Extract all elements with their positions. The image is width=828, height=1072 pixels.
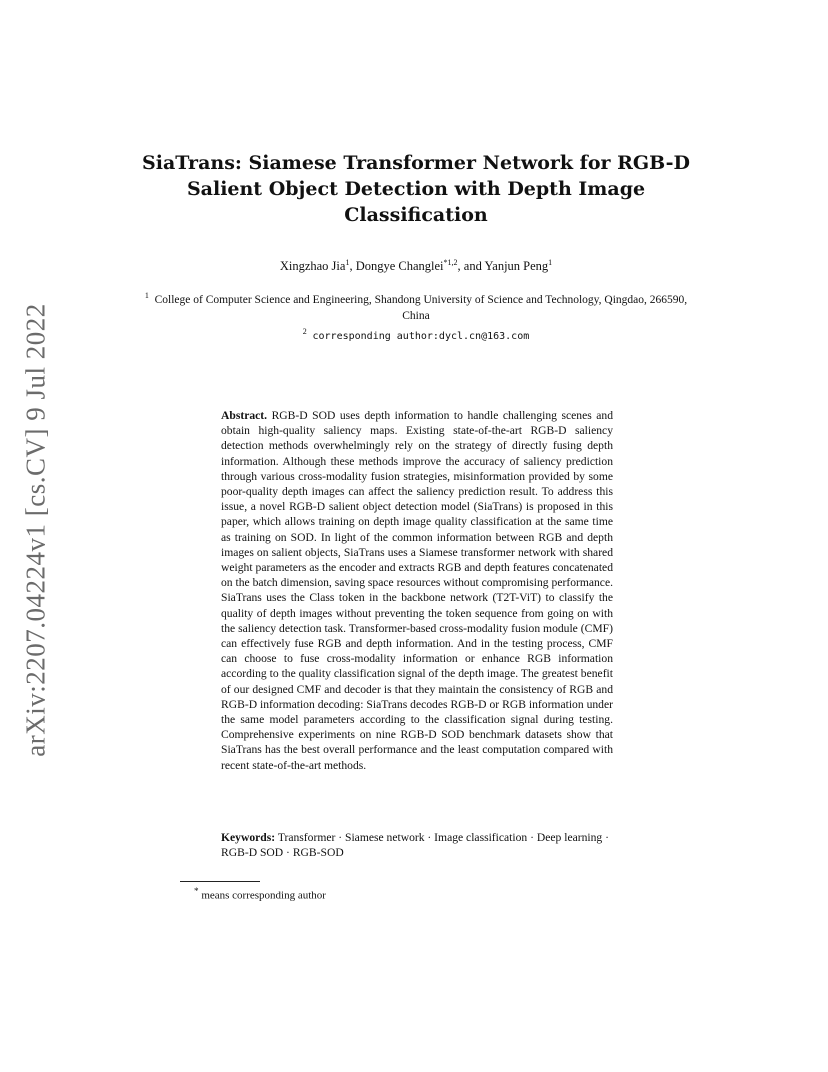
abstract-text: RGB-D SOD uses depth information to handle challenging scenes and obtain high-quality saliency maps. Existing state-of-the-art RGB-D saliency detection methods overwhelmingly rely on the strategy of directly fusing depth information. Although these methods improve the accuracy of saliency prediction through various cross-modality fusion strategies, misinformation provided by some poor-quality depth images can affect the saliency prediction result. To address this issue, a novel RGB-D salient object detection model (SiaTrans) is proposed in this paper, which allows training on depth image quality classification at the same time as training on SOD. In light of the common information between RGB and depth images on salient objects, SiaTrans uses a Siamese transformer network with shared weight parameters as the encoder and extracts RGB and depth features concatenated on the batch dimension, saving space resources without compromising performance. SiaTrans uses the Class token in the backbone network (T2T-ViT) to classify the quality of depth images without preventing the token sequence from going on with the saliency detection task. Transformer-based cross-modality fusion module (CMF) can effectively fuse RGB and depth information. And in the testing process, CMF can choose to fuse cross-modality information or enhance RGB information according to the quality classification signal of the depth image. The greatest benefit of our designed CMF and decoder is that they maintain the consistency of RGB and RGB-D information decoding: SiaTrans decodes RGB-D or RGB information under the same model parameters according to the classification signal during testing. Comprehensive experiments on nine RGB-D SOD benchmark datasets show that SiaTrans has the best overall performance and the least computation compared with recent state-of-the-art methods. [221,409,613,772]
author-name: Dongye Changlei [355,259,444,274]
paper-title: SiaTrans: Siamese Transformer Network for RGB-D Salient Object Detection with Depth Image Classification [142,152,690,226]
footnote [194,886,326,902]
author-list [140,258,692,274]
arxiv-identifier: arXiv:2207.04224v1 [cs.CV] 9 Jul 2022 [20,303,51,757]
keywords-label: Keywords: [221,831,276,844]
affiliations [140,288,692,345]
footnote-rule [180,881,260,882]
footnote-marker: * [194,886,199,896]
author-separator: , and [457,259,485,274]
affiliation-1 [140,288,692,324]
author-name: Xingzhao Jia [279,259,346,274]
affiliation-marker: 2 [302,326,307,336]
author-affiliation-marker: *1,2 [443,258,458,267]
abstract [221,408,613,773]
affiliation-marker: 1 [144,291,149,300]
author-separator: , [349,259,356,274]
corresponding-email: corresponding author:dycl.cn@163.com [312,330,530,342]
author-affiliation-marker: 1 [548,258,553,267]
affiliation-2 [140,324,692,345]
author-name: Yanjun Peng [484,259,549,274]
keywords-text: Transformer · Siamese network · Image classification · Deep learning · RGB-D SOD · RGB-SOD [221,831,609,860]
footnote-text: means corresponding author [201,889,326,902]
author-affiliation-marker: 1 [345,258,350,267]
affiliation-text: College of Computer Science and Engineering, Shandong University of Science and Technology, Qingdao, 266590, China [154,293,688,322]
abstract-label: Abstract. [221,409,268,422]
keywords [221,830,613,860]
